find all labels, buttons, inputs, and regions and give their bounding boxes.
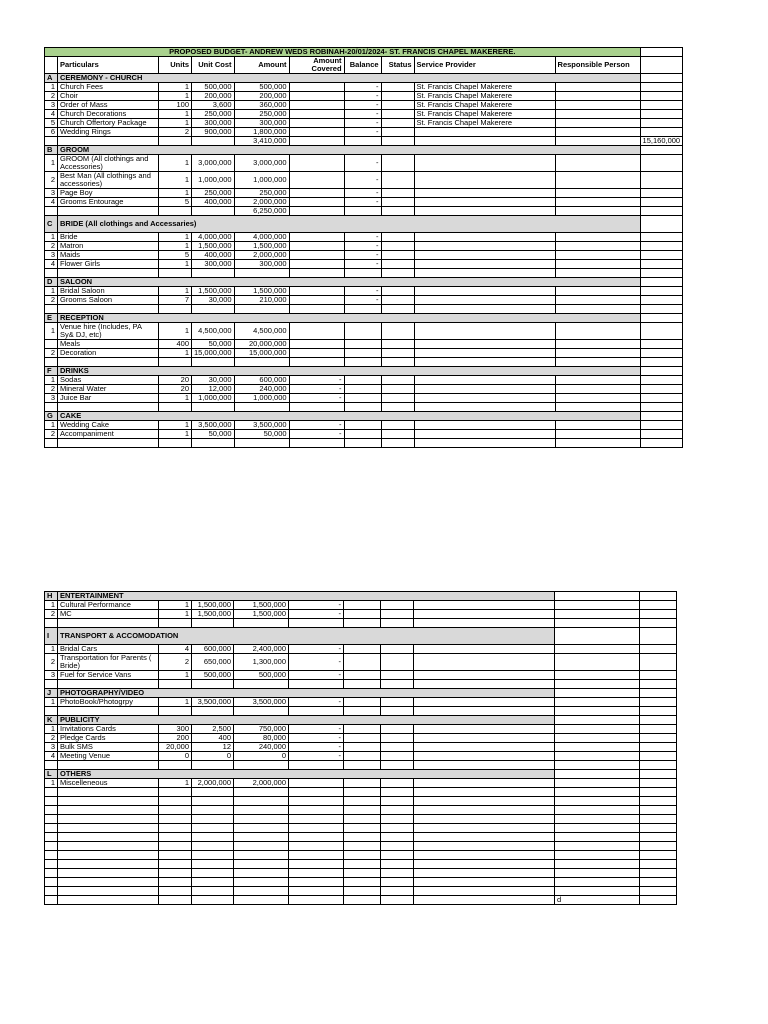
- section-name: PHOTOGRAPHY/VIDEO: [58, 689, 555, 698]
- section-header: [45, 628, 677, 645]
- section-header: [45, 314, 683, 323]
- table-row: 1 Bride 1 4,000,000 4,000,000 -: [45, 233, 683, 242]
- blank-row: [45, 869, 677, 878]
- table-row: 5 Church Offertory Package 1 300,000 300,000 - St. Francis Chapel Makerere: [45, 119, 683, 128]
- table-row: 3 Page Boy 1 250,000 250,000 -: [45, 189, 683, 198]
- section-name: DRINKS: [58, 367, 641, 376]
- table-row: 3 Order of Mass 100 3,600 360,000 - St. Francis Chapel Makerere: [45, 101, 683, 110]
- table-row: 2 MC 1 1,500,000 1,500,000 -: [45, 610, 677, 619]
- blank-row: [45, 439, 683, 448]
- blank-row: [45, 833, 677, 842]
- section-header: [45, 216, 683, 233]
- table-row: 4 Flower Girls 1 300,000 300,000 -: [45, 260, 683, 269]
- blank-row: [45, 842, 677, 851]
- header-responsible-person: Responsible Person: [555, 57, 640, 74]
- header-service-provider: Service Provider: [414, 57, 555, 74]
- table-row: Meals 400 50,000 20,000,000: [45, 340, 683, 349]
- table-row: 3 Fuel for Service Vans 1 500,000 500,000 -: [45, 671, 677, 680]
- table-row: 2 Decoration 1 15,000,000 15,000,000: [45, 349, 683, 358]
- grand-total: 15,160,000: [640, 137, 683, 146]
- header-units: Units: [159, 57, 192, 74]
- section-name: SALOON: [58, 278, 641, 287]
- blank-row: [45, 269, 683, 278]
- blank-row: [45, 806, 677, 815]
- section-header: [45, 770, 677, 779]
- section-letter: A: [45, 74, 58, 83]
- table-row: 2 Best Man (All clothings and accessories) 1 1,000,000 1,000,000 -: [45, 172, 683, 189]
- section-header: [45, 716, 677, 725]
- blank-row: [45, 358, 683, 367]
- blank-row: [45, 680, 677, 689]
- section-name: PUBLICITY: [58, 716, 555, 725]
- header-row: [45, 57, 683, 74]
- blank-row: [45, 619, 677, 628]
- section-letter: K: [45, 716, 58, 725]
- section-name: OTHERS: [58, 770, 555, 779]
- section-header: [45, 146, 683, 155]
- section-subtotal: 6,250,000: [234, 207, 289, 216]
- header-particulars: Particulars: [58, 57, 159, 74]
- blank-row: [45, 860, 677, 869]
- table-row: 1 Venue hire (Includes, PA Sy& DJ, etc) 1 4,500,000 4,500,000: [45, 323, 683, 340]
- section-letter: H: [45, 592, 58, 601]
- section-letter: G: [45, 412, 58, 421]
- table-row: 1 GROOM (All clothings and Accessories) 1 3,000,000 3,000,000 -: [45, 155, 683, 172]
- table-row: 1 Miscelleneous 1 2,000,000 2,000,000: [45, 779, 677, 788]
- section-letter: I: [45, 628, 58, 645]
- section-name: ENTERTAINMENT: [58, 592, 555, 601]
- blank-row: [45, 878, 677, 887]
- table-row: 1 Bridal Cars 4 600,000 2,400,000 -: [45, 645, 677, 654]
- subtotal-row: [45, 207, 683, 216]
- table-row: 3 Maids 5 400,000 2,000,000 -: [45, 251, 683, 260]
- blank-row: [45, 403, 683, 412]
- section-letter: F: [45, 367, 58, 376]
- table-row: 2 Choir 1 200,000 200,000 - St. Francis Chapel Makerere: [45, 92, 683, 101]
- section-header: [45, 278, 683, 287]
- stray-mark: d: [555, 896, 640, 905]
- section-header: [45, 412, 683, 421]
- blank-row: [45, 824, 677, 833]
- section-name: CEREMONY - CHURCH: [58, 74, 641, 83]
- title-row: [45, 48, 683, 57]
- table-row: 2 Accompaniment 1 50,000 50,000 -: [45, 430, 683, 439]
- table-row: 4 Church Decorations 1 250,000 250,000 - St. Francis Chapel Makerere: [45, 110, 683, 119]
- section-letter: L: [45, 770, 58, 779]
- blank-row: [45, 761, 677, 770]
- blank-row: [45, 305, 683, 314]
- table-row: 2 Matron 1 1,500,000 1,500,000 -: [45, 242, 683, 251]
- section-name: TRANSPORT & ACCOMODATION: [58, 628, 555, 645]
- budget-table-page-2: [44, 591, 677, 905]
- table-row: 1 Wedding Cake 1 3,500,000 3,500,000 -: [45, 421, 683, 430]
- table-row: 1 Cultural Performance 1 1,500,000 1,500,000 -: [45, 601, 677, 610]
- table-row: 4 Grooms Entourage 5 400,000 2,000,000 -: [45, 198, 683, 207]
- header-status: Status: [381, 57, 414, 74]
- section-name: GROOM: [58, 146, 641, 155]
- section-letter: C: [45, 216, 58, 233]
- table-row: 3 Bulk SMS 20,000 12 240,000 -: [45, 743, 677, 752]
- section-name: RECEPTION: [58, 314, 641, 323]
- table-row: 1 PhotoBook/Photogrpy 1 3,500,000 3,500,000 -: [45, 698, 677, 707]
- header-unit-cost: Unit Cost: [192, 57, 235, 74]
- table-row: 1 Bridal Saloon 1 1,500,000 1,500,000 -: [45, 287, 683, 296]
- blank-row: [45, 815, 677, 824]
- blank-row: [45, 887, 677, 896]
- table-row: 2 Pledge Cards 200 400 80,000 -: [45, 734, 677, 743]
- subtotal-row: [45, 137, 683, 146]
- section-letter: J: [45, 689, 58, 698]
- table-row: 1 Sodas 20 30,000 600,000 -: [45, 376, 683, 385]
- section-name: BRIDE (All clothings and Accessaries): [58, 216, 641, 233]
- section-name: CAKE: [58, 412, 641, 421]
- table-row: 2 Transportation for Parents ( Bride) 2 650,000 1,300,000 -: [45, 654, 677, 671]
- section-letter: E: [45, 314, 58, 323]
- table-row: 3 Juice Bar 1 1,000,000 1,000,000 -: [45, 394, 683, 403]
- table-row: 1 Church Fees 1 500,000 500,000 - St. Francis Chapel Makerere: [45, 83, 683, 92]
- header-balance: Balance: [344, 57, 381, 74]
- section-letter: D: [45, 278, 58, 287]
- section-header: [45, 74, 683, 83]
- budget-table-page-1: [44, 47, 683, 448]
- section-letter: B: [45, 146, 58, 155]
- table-row: 6 Wedding Rings 2 900,000 1,800,000 -: [45, 128, 683, 137]
- blank-row: [45, 851, 677, 860]
- section-header: [45, 689, 677, 698]
- blank-row: [45, 707, 677, 716]
- section-subtotal: 3,410,000: [234, 137, 289, 146]
- section-header: [45, 592, 677, 601]
- header-amount-covered: Amount Covered: [289, 57, 344, 74]
- section-header: [45, 367, 683, 376]
- budget-title: PROPOSED BUDGET- ANDREW WEDS ROBINAH-20/01/2024- ST. FRANCIS CHAPEL MAKERERE.: [45, 48, 641, 57]
- table-row: 2 Grooms Saloon 7 30,000 210,000 -: [45, 296, 683, 305]
- blank-row: [45, 896, 677, 905]
- header-amount: Amount: [234, 57, 289, 74]
- table-row: 2 Mineral Water 20 12,000 240,000 -: [45, 385, 683, 394]
- table-row: 1 Invitations Cards 300 2,500 750,000 -: [45, 725, 677, 734]
- blank-row: [45, 788, 677, 797]
- blank-row: [45, 797, 677, 806]
- table-row: 4 Meeting Venue 0 0 0 -: [45, 752, 677, 761]
